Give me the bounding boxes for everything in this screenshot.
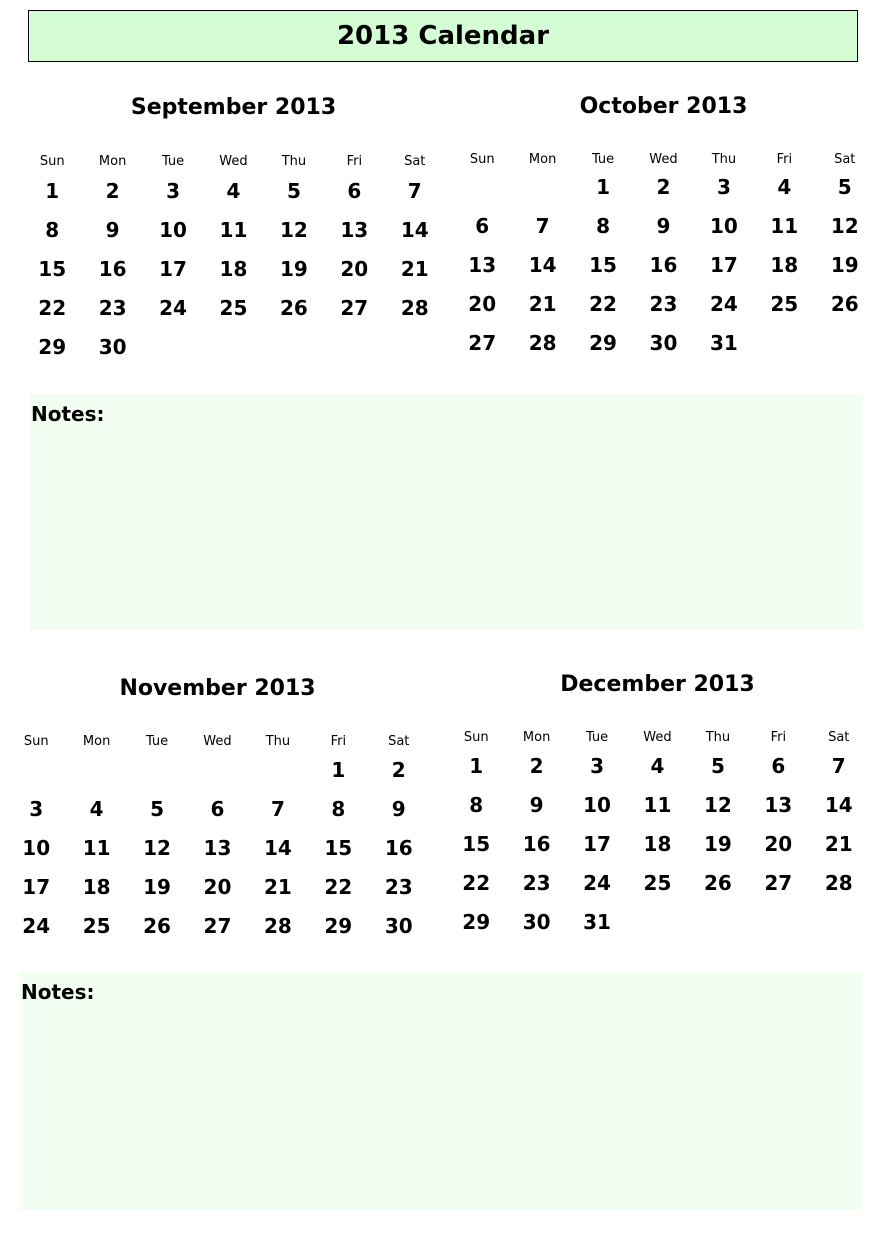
day-cell — [815, 329, 875, 357]
weekday-label: Sat — [834, 152, 856, 167]
month-title: December 2013 — [560, 672, 755, 697]
day-cell: 28 — [824, 871, 853, 895]
day-cell: 30 — [522, 910, 551, 934]
day-cell: 1 — [331, 758, 346, 782]
day-cell: 16 — [649, 253, 678, 277]
day-cell: 19 — [830, 253, 859, 277]
day-cell: 21 — [263, 875, 292, 899]
day-cell — [187, 756, 247, 784]
day-cell: 4 — [89, 797, 104, 821]
day-cell — [385, 333, 445, 361]
weekday-label: Thu — [281, 154, 307, 169]
day-cell: 13 — [203, 836, 232, 860]
notes-area[interactable] — [30, 394, 862, 630]
day-cell: 17 — [159, 257, 187, 281]
weekday-header — [22, 154, 445, 169]
weekday-label: Wed — [643, 730, 672, 745]
week-row — [452, 212, 875, 240]
day-cell: 4 — [226, 179, 241, 203]
week-row — [446, 830, 869, 858]
day-cell: 19 — [279, 257, 308, 281]
day-cell — [248, 756, 308, 784]
day-cell: 16 — [522, 832, 551, 856]
notes-area[interactable] — [20, 972, 862, 1210]
day-cell: 5 — [837, 175, 852, 199]
day-cell: 7 — [270, 797, 285, 821]
day-cell: 15 — [324, 836, 353, 860]
day-cell: 2 — [656, 175, 671, 199]
day-cell: 1 — [45, 179, 60, 203]
day-cell: 18 — [643, 832, 672, 856]
day-cell: 24 — [22, 914, 51, 938]
day-cell: 29 — [38, 335, 67, 359]
day-cell: 3 — [716, 175, 731, 199]
day-cell: 15 — [38, 257, 67, 281]
day-cell: 28 — [400, 296, 429, 320]
day-cell: 5 — [150, 797, 165, 821]
day-cell: 30 — [649, 331, 678, 355]
week-row — [452, 173, 875, 201]
day-cell: 14 — [263, 836, 292, 860]
day-cell: 22 — [324, 875, 353, 899]
day-cell: 21 — [400, 257, 429, 281]
weekday-label: Sun — [39, 154, 65, 169]
day-cell: 25 — [770, 292, 799, 316]
day-cell: 14 — [528, 253, 557, 277]
day-cell: 15 — [462, 832, 491, 856]
day-cell: 18 — [82, 875, 111, 899]
day-cell: 22 — [462, 871, 491, 895]
day-cell: 23 — [649, 292, 678, 316]
day-cell: 11 — [770, 214, 799, 238]
weekday-label: Thu — [705, 730, 731, 745]
weekday-label: Thu — [711, 152, 737, 167]
day-cell: 10 — [583, 793, 611, 817]
day-cell — [688, 908, 748, 936]
day-cell: 7 — [407, 179, 422, 203]
weekday-label: Fri — [346, 154, 363, 169]
weekday-header — [452, 152, 875, 167]
day-cell: 6 — [347, 179, 362, 203]
day-cell: 12 — [279, 218, 308, 242]
day-cell: 2 — [391, 758, 406, 782]
week-row — [22, 255, 445, 283]
day-cell: 15 — [589, 253, 617, 277]
day-cell: 27 — [203, 914, 232, 938]
weekday-label: Mon — [82, 734, 111, 749]
day-cell: 4 — [650, 754, 665, 778]
weekday-label: Sat — [828, 730, 850, 745]
day-cell: 3 — [166, 179, 181, 203]
week-row — [452, 329, 875, 357]
notes-label: Notes: — [31, 402, 105, 426]
month-title: September 2013 — [130, 95, 337, 120]
weekday-label: Wed — [219, 154, 248, 169]
day-cell: 23 — [522, 871, 551, 895]
day-cell: 20 — [203, 875, 232, 899]
page-title: 2013 Calendar — [28, 10, 858, 62]
day-cell: 16 — [98, 257, 127, 281]
day-cell: 24 — [159, 296, 187, 320]
weekday-label: Thu — [265, 734, 291, 749]
week-row — [446, 869, 869, 897]
day-cell: 29 — [324, 914, 353, 938]
week-row — [6, 912, 429, 940]
weekday-label: Sat — [388, 734, 410, 749]
day-cell: 23 — [384, 875, 413, 899]
day-cell — [512, 173, 572, 201]
week-row — [446, 908, 869, 936]
day-cell: 10 — [159, 218, 187, 242]
day-cell — [264, 333, 324, 361]
day-cell: 28 — [263, 914, 292, 938]
day-cell: 12 — [830, 214, 859, 238]
notes-label: Notes: — [21, 980, 95, 1004]
day-cell — [143, 333, 203, 361]
weekday-label: Tue — [161, 154, 185, 169]
day-cell: 22 — [38, 296, 67, 320]
day-cell: 9 — [656, 214, 671, 238]
day-cell: 1 — [469, 754, 484, 778]
day-cell: 7 — [831, 754, 846, 778]
month-title: November 2013 — [119, 676, 316, 701]
day-cell: 2 — [105, 179, 120, 203]
day-cell: 13 — [340, 218, 369, 242]
day-cell: 25 — [643, 871, 672, 895]
week-row — [6, 873, 429, 901]
day-cell: 31 — [709, 331, 738, 355]
weekday-label: Mon — [98, 154, 127, 169]
week-row — [446, 791, 869, 819]
day-cell — [754, 329, 814, 357]
day-cell: 8 — [469, 793, 484, 817]
day-cell: 24 — [709, 292, 738, 316]
day-cell: 27 — [340, 296, 369, 320]
weekday-label: Mon — [522, 730, 551, 745]
day-cell: 26 — [830, 292, 859, 316]
weekday-header — [446, 730, 869, 745]
day-cell: 13 — [468, 253, 497, 277]
day-cell: 11 — [219, 218, 248, 242]
day-cell: 11 — [82, 836, 111, 860]
weekday-label: Tue — [145, 734, 169, 749]
day-cell: 5 — [286, 179, 301, 203]
day-cell: 25 — [82, 914, 111, 938]
day-cell: 6 — [210, 797, 225, 821]
day-cell — [203, 333, 263, 361]
day-cell: 12 — [143, 836, 171, 860]
day-cell: 8 — [45, 218, 60, 242]
day-cell: 17 — [709, 253, 738, 277]
day-cell: 11 — [643, 793, 672, 817]
day-cell: 20 — [468, 292, 497, 316]
day-cell: 8 — [331, 797, 346, 821]
day-cell: 16 — [384, 836, 413, 860]
weekday-header — [6, 734, 429, 749]
day-cell: 24 — [583, 871, 611, 895]
day-cell: 10 — [709, 214, 738, 238]
day-cell: 28 — [528, 331, 557, 355]
day-cell — [6, 756, 66, 784]
day-cell — [127, 756, 187, 784]
weekday-label: Sun — [469, 152, 495, 167]
day-cell: 9 — [391, 797, 406, 821]
day-cell: 30 — [384, 914, 413, 938]
day-cell: 21 — [528, 292, 557, 316]
week-row — [22, 216, 445, 244]
day-cell: 27 — [764, 871, 793, 895]
weekday-label: Sun — [23, 734, 49, 749]
day-cell: 30 — [98, 335, 127, 359]
day-cell: 20 — [340, 257, 369, 281]
week-row — [452, 251, 875, 279]
day-cell: 29 — [462, 910, 491, 934]
day-cell: 17 — [583, 832, 611, 856]
day-cell: 26 — [279, 296, 308, 320]
day-cell — [324, 333, 384, 361]
day-cell: 14 — [400, 218, 429, 242]
day-cell: 26 — [143, 914, 171, 938]
day-cell — [66, 756, 126, 784]
day-cell: 23 — [98, 296, 127, 320]
week-row — [452, 290, 875, 318]
day-cell: 2 — [529, 754, 544, 778]
day-cell: 19 — [143, 875, 171, 899]
day-cell: 29 — [589, 331, 617, 355]
day-cell: 3 — [29, 797, 44, 821]
week-row — [6, 795, 429, 823]
weekday-label: Sun — [463, 730, 489, 745]
month-title: October 2013 — [579, 94, 748, 119]
day-cell: 1 — [596, 175, 611, 199]
weekday-label: Fri — [330, 734, 347, 749]
day-cell: 6 — [475, 214, 490, 238]
day-cell: 9 — [529, 793, 544, 817]
day-cell: 10 — [22, 836, 51, 860]
week-row — [6, 834, 429, 862]
day-cell — [748, 908, 808, 936]
day-cell — [627, 908, 687, 936]
week-row — [22, 177, 445, 205]
day-cell: 5 — [710, 754, 725, 778]
day-cell: 6 — [771, 754, 786, 778]
day-cell: 18 — [770, 253, 799, 277]
weekday-label: Tue — [591, 152, 615, 167]
day-cell: 4 — [777, 175, 792, 199]
day-cell: 3 — [590, 754, 605, 778]
week-row — [22, 333, 445, 361]
day-cell: 17 — [22, 875, 51, 899]
day-cell — [452, 173, 512, 201]
weekday-label: Wed — [203, 734, 232, 749]
day-cell: 27 — [468, 331, 497, 355]
day-cell: 31 — [583, 910, 611, 934]
day-cell: 13 — [764, 793, 793, 817]
week-row — [6, 756, 429, 784]
day-cell: 20 — [764, 832, 793, 856]
weekday-label: Sat — [404, 154, 426, 169]
day-cell: 14 — [824, 793, 853, 817]
day-cell: 12 — [703, 793, 732, 817]
day-cell — [809, 908, 869, 936]
day-cell: 22 — [589, 292, 617, 316]
week-row — [446, 752, 869, 780]
day-cell: 18 — [219, 257, 248, 281]
day-cell: 21 — [824, 832, 853, 856]
day-cell: 26 — [703, 871, 732, 895]
weekday-label: Mon — [528, 152, 557, 167]
day-cell: 9 — [105, 218, 120, 242]
day-cell: 25 — [219, 296, 248, 320]
weekday-label: Fri — [776, 152, 793, 167]
day-cell: 19 — [703, 832, 732, 856]
day-cell: 7 — [535, 214, 550, 238]
weekday-label: Tue — [585, 730, 609, 745]
weekday-label: Fri — [770, 730, 787, 745]
day-cell: 8 — [596, 214, 611, 238]
weekday-label: Wed — [649, 152, 678, 167]
week-row — [22, 294, 445, 322]
